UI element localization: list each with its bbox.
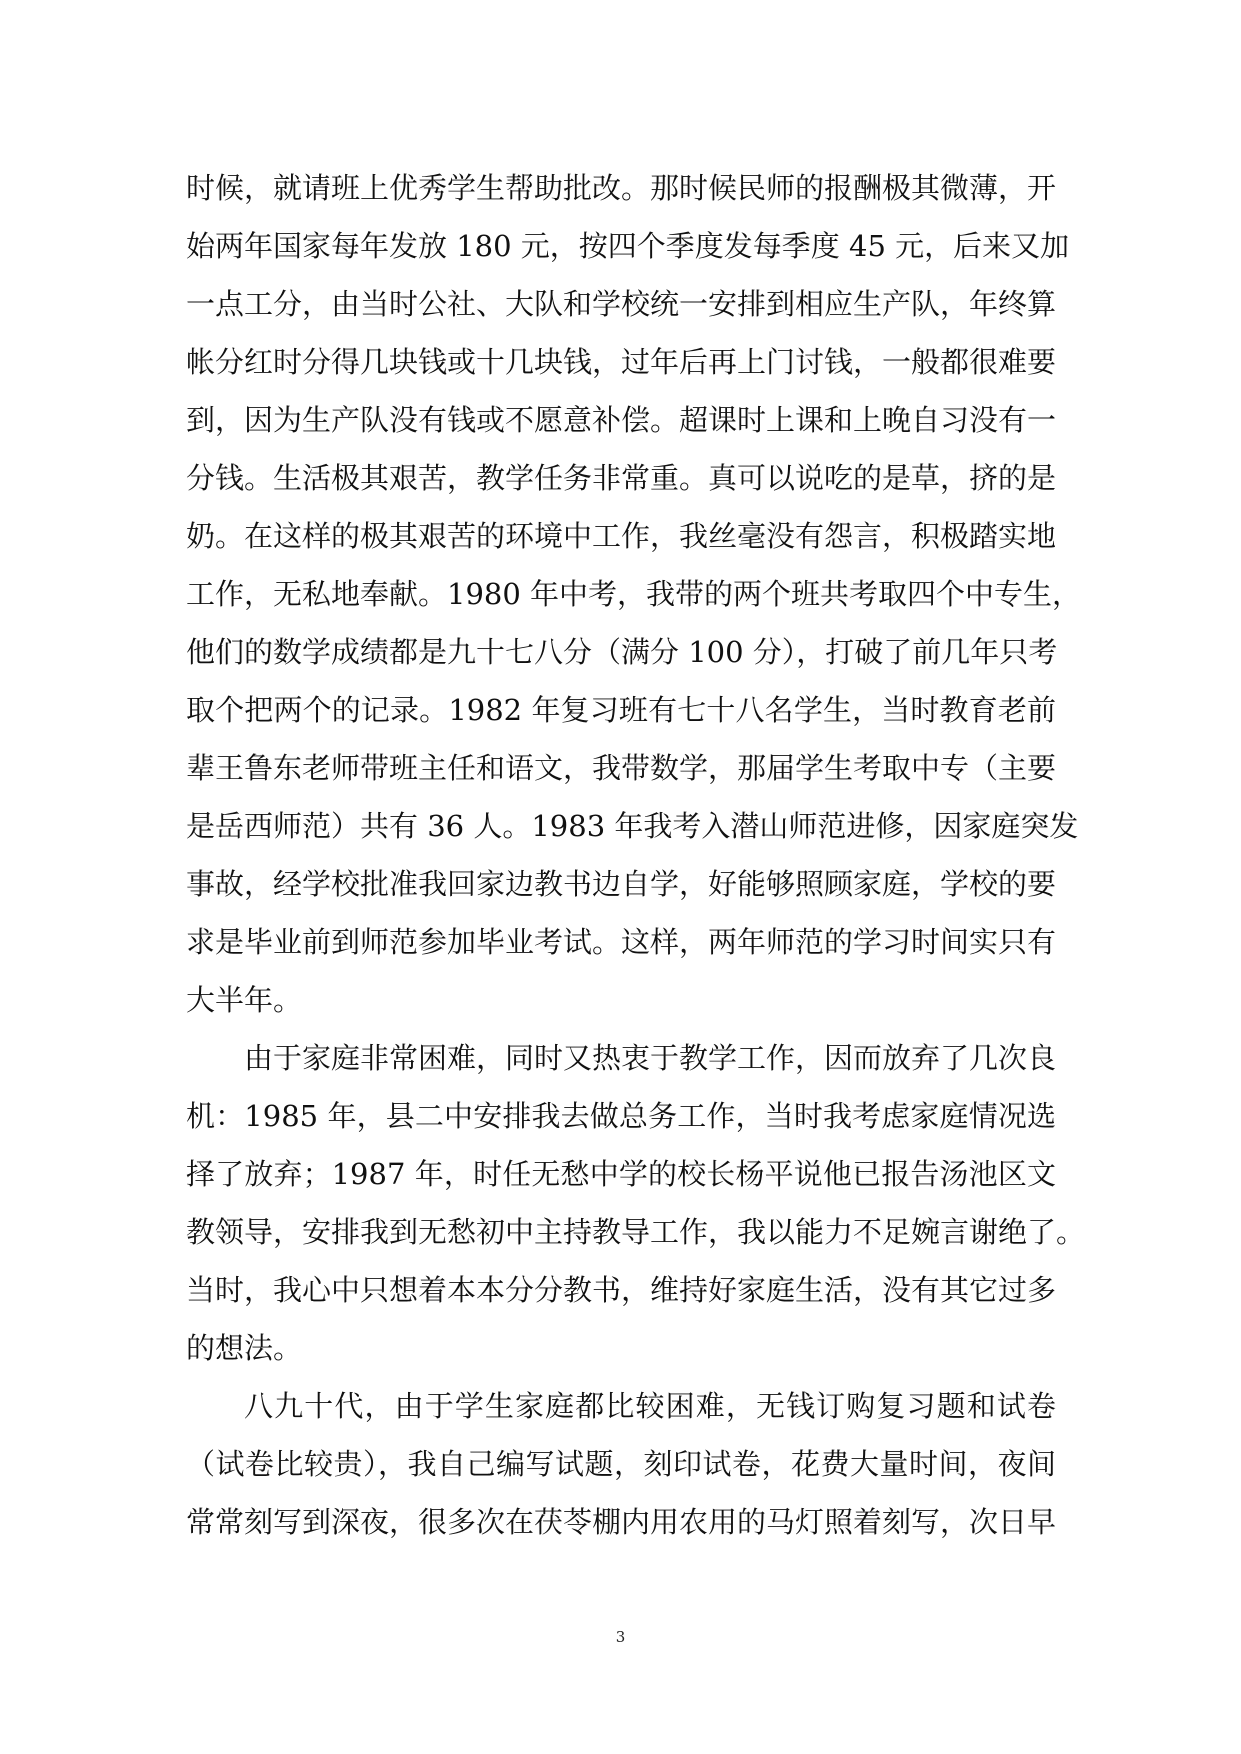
text-line: 取个把两个的记录。1982 年复习班有七十八名学生，当时教育老前 xyxy=(186,693,1056,727)
text-line: 常常刻写到深夜，很多次在茯苓棚内用农用的马灯照着刻写，次日早 xyxy=(186,1505,1057,1539)
text-line: 的想法。 xyxy=(186,1331,303,1365)
text-line: 八九十代，由于学生家庭都比较困难，无钱订购复习题和试卷 xyxy=(244,1389,1056,1423)
text-line: 大半年。 xyxy=(186,983,303,1017)
text-line: 他们的数学成绩都是九十七八分（满分 100 分），打破了前几年只考 xyxy=(186,635,1058,669)
text-line: 一点工分，由当时公社、大队和学校统一安排到相应生产队，年终算 xyxy=(186,287,1057,321)
text-line: 当时，我心中只想着本本分分教书，维持好家庭生活，没有其它过多 xyxy=(186,1273,1057,1307)
text-line: 帐分红时分得几块钱或十几块钱，过年后再上门讨钱，一般都很难要 xyxy=(186,345,1057,379)
text-line: 是岳西师范）共有 36 人。1983 年我考入潜山师范进修，因家庭突发 xyxy=(186,809,1079,843)
text-line: 到，因为生产队没有钱或不愿意补偿。超课时上课和上晚自习没有一 xyxy=(186,403,1057,437)
text-line: 工作，无私地奉献。1980 年中考，我带的两个班共考取四个中专生， xyxy=(186,577,1082,611)
text-line: 教领导，安排我到无愁初中主持教导工作，我以能力不足婉言谢绝了。 xyxy=(186,1215,1086,1249)
text-line: 辈王鲁东老师带班主任和语文，我带数学，那届学生考取中专（主要 xyxy=(186,751,1057,785)
text-line: 时候，就请班上优秀学生帮助批改。那时候民师的报酬极其微薄，开 xyxy=(186,171,1057,205)
page-number: 3 xyxy=(615,1628,626,1646)
text-line: 奶。在这样的极其艰苦的环境中工作，我丝毫没有怨言，积极踏实地 xyxy=(186,519,1057,553)
text-line: 事故，经学校批准我回家边教书边自学，好能够照顾家庭，学校的要 xyxy=(186,867,1057,901)
text-line: 择了放弃；1987 年，时任无愁中学的校长杨平说他已报告汤池区文 xyxy=(186,1157,1056,1191)
text-line: （试卷比较贵），我自己编写试题，刻印试卷，花费大量时间，夜间 xyxy=(186,1447,1056,1481)
text-line: 始两年国家每年发放 180 元，按四个季度发每季度 45 元，后来又加 xyxy=(186,229,1070,263)
text-line: 由于家庭非常困难，同时又热衷于教学工作，因而放弃了几次良 xyxy=(244,1041,1057,1075)
text-line: 分钱。生活极其艰苦，教学任务非常重。真可以说吃的是草，挤的是 xyxy=(186,461,1057,495)
body-text xyxy=(186,159,1086,1551)
text-line: 机：1985 年，县二中安排我去做总务工作，当时我考虑家庭情况选 xyxy=(186,1099,1056,1133)
text-line: 求是毕业前到师范参加毕业考试。这样，两年师范的学习时间实只有 xyxy=(186,925,1057,959)
